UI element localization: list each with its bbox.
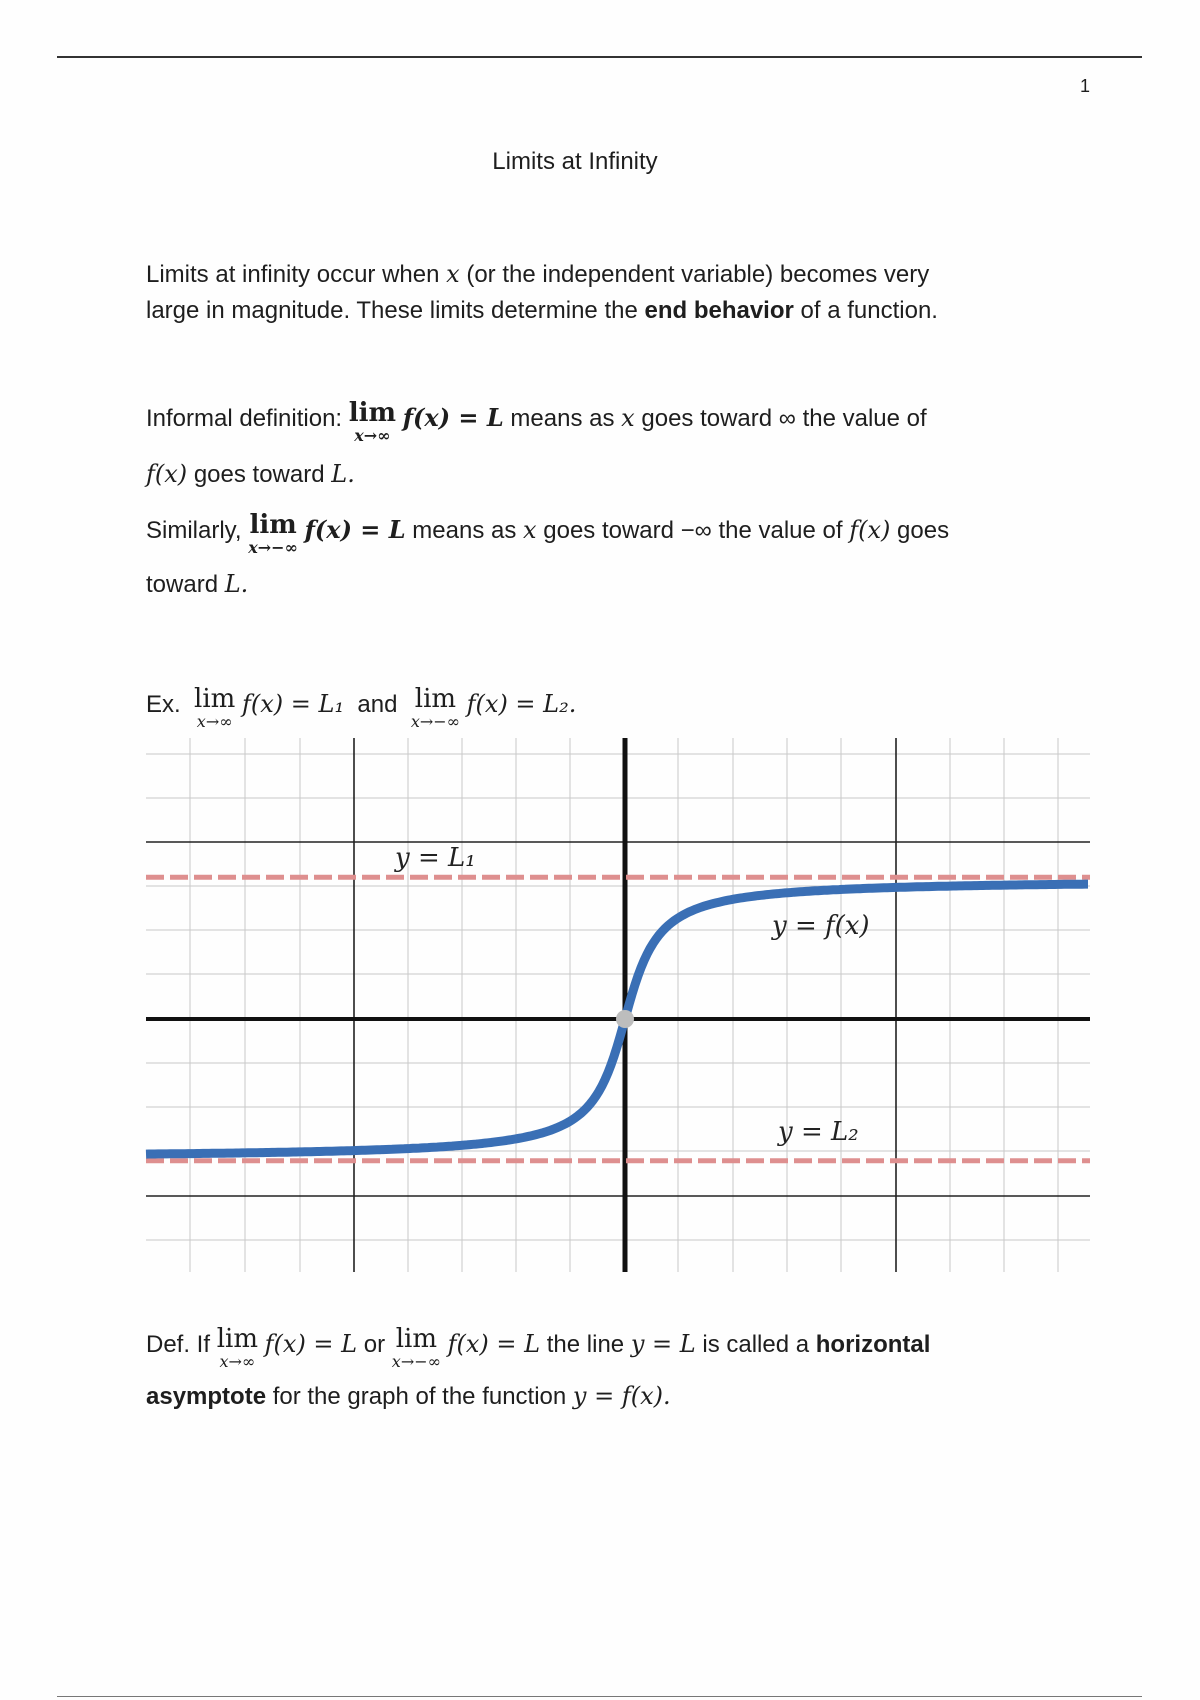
intro-text: Limits at infinity occur when <box>146 261 447 288</box>
def-text: is called a <box>695 1331 816 1358</box>
math-x: x <box>446 260 460 288</box>
math-expression: f(x) = L <box>402 403 504 432</box>
lim-subscript: x→−∞ <box>391 1352 441 1371</box>
page-number: 1 <box>1079 76 1090 96</box>
similarly-label: Similarly, <box>146 517 249 544</box>
example-label: Ex. <box>146 691 181 718</box>
page-title: Limits at Infinity <box>492 148 658 175</box>
label-y-equals-L2: y = L₂ <box>778 1117 859 1147</box>
informal-text: goes toward ∞ the value of <box>634 405 927 432</box>
grid-lines <box>146 738 1090 1272</box>
lim-subscript: x→∞ <box>219 1352 256 1371</box>
bold-term: horizontal <box>815 1331 931 1358</box>
bottom-rule <box>57 1696 1142 1697</box>
informal-text: goes toward <box>187 461 332 488</box>
lim-word: lim <box>414 684 457 714</box>
def-text: or <box>357 1331 392 1358</box>
lim-subscript: x→−∞ <box>410 712 460 731</box>
similarly-text: toward <box>146 571 225 598</box>
similarly-text: goes toward −∞ the value of <box>536 517 850 544</box>
example-and: and <box>357 691 398 718</box>
math-L: L. <box>224 570 249 598</box>
lim-subscript: x→−∞ <box>248 538 298 557</box>
math-expression: f(x) = L₂. <box>466 690 577 718</box>
definition-line1 <box>146 1326 930 1370</box>
limit-operator <box>217 1326 258 1370</box>
intro-text: large in magnitude. These limits determine the <box>146 297 645 324</box>
math-fx: f(x) <box>146 460 188 488</box>
math-x: x <box>621 404 635 432</box>
lim-word: lim <box>348 398 397 428</box>
origin-point <box>616 1010 634 1028</box>
def-label: Def. If <box>146 1331 217 1358</box>
def-text: the line <box>540 1331 631 1358</box>
lim-word: lim <box>216 1324 258 1354</box>
bold-term: asymptote <box>146 1383 267 1410</box>
math-line: y = L <box>630 1330 696 1358</box>
similarly-text: goes <box>890 517 950 544</box>
lim-subscript: x→∞ <box>354 426 391 445</box>
lim-word: lim <box>395 1324 438 1354</box>
math-function: y = f(x). <box>572 1382 671 1410</box>
definition-line2 <box>146 1378 671 1415</box>
intro-text: of a function. <box>793 297 938 324</box>
major-grid-lines <box>146 738 1090 1272</box>
lim-subscript: x→∞ <box>196 712 233 731</box>
intro-text: (or the independent variable) becomes very <box>459 261 930 288</box>
math-expression: f(x) = L <box>447 1330 541 1358</box>
math-fx: f(x) <box>849 516 891 544</box>
limit-operator <box>392 1326 441 1370</box>
label-y-equals-fx: y = f(x) <box>772 911 870 941</box>
label-y-equals-L1: y = L₁ <box>395 843 476 873</box>
informal-label: Informal definition: <box>146 405 349 432</box>
math-expression: f(x) = L <box>304 515 406 544</box>
math-expression: f(x) = L₁ <box>242 690 345 718</box>
similarly-text: means as <box>405 517 524 544</box>
def-text: for the graph of the function <box>266 1383 573 1410</box>
bold-term: end behavior <box>644 297 794 324</box>
lim-word: lim <box>249 510 297 540</box>
math-x: x <box>523 516 537 544</box>
informal-text: means as <box>503 405 622 432</box>
lim-word: lim <box>194 684 236 714</box>
math-L: L. <box>331 460 355 488</box>
math-expression: f(x) = L <box>264 1330 358 1358</box>
